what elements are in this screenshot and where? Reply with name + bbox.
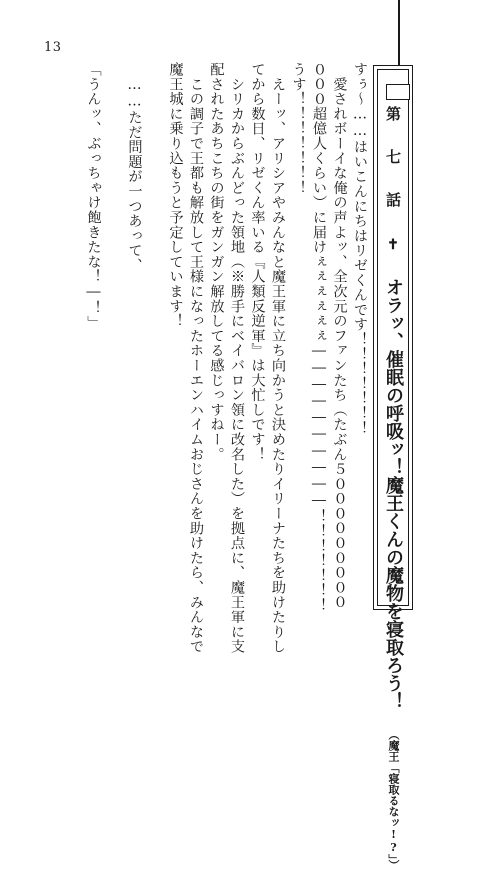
body-line: ０００超億人くらい）に届けぇぇぇぇぇぇ――――――――――！！！！！！！ <box>311 62 327 613</box>
chapter-label: 第 七 話 <box>384 106 402 212</box>
cross-ornament-icon: ✝ <box>385 237 401 253</box>
body-line: えーッ、アリシアやみんなと魔王軍に立ち向かうと決めたりイリーナたちを助けたりし <box>270 62 286 654</box>
page-number: 13 <box>44 40 62 55</box>
body-line-blank <box>104 62 125 662</box>
body-line: うす！！！！！！！ <box>290 62 307 196</box>
body-line: すぅ〜……はいこんにちはリゼくんです！！！！！！！ <box>352 62 368 436</box>
body-line: 愛されボーイな俺の声よッ、全次元のファンたち（たぶん５０００００００００ <box>331 62 348 610</box>
body-line: 配されたあちこちの街をガンガン解放してる感じっすねー。 <box>208 62 225 462</box>
body-text <box>52 62 370 662</box>
bookmark-tab <box>386 84 410 100</box>
chapter-title: オラッ、催眠の呼吸ッ！魔王くんの魔物を寝取ろう！ <box>383 278 404 710</box>
body-line: てから数日、リゼくん率いる『人類反逆軍』は大忙しです！ <box>249 62 266 462</box>
body-line: 「うんッ、ぶっちゃけ飽きたな！―！」 <box>85 62 102 331</box>
body-line: 魔王城に乗り込もうと予定しています！ <box>167 62 184 329</box>
chapter-subtitle: （魔王「寝取るなッ!?」） <box>387 729 400 871</box>
body-line-blank <box>145 62 166 662</box>
body-line: この調子で王都も解放して王様になったホーエンハイムおじさんを助けたら、みんなで <box>188 62 204 654</box>
chapter-heading <box>380 106 406 871</box>
body-line: シリカからぶんどった領地（※勝手にベイバロン領に改名した）を拠点に、魔王軍に支 <box>229 62 245 654</box>
body-line: ……ただ問題が一つあって、 <box>126 62 143 273</box>
